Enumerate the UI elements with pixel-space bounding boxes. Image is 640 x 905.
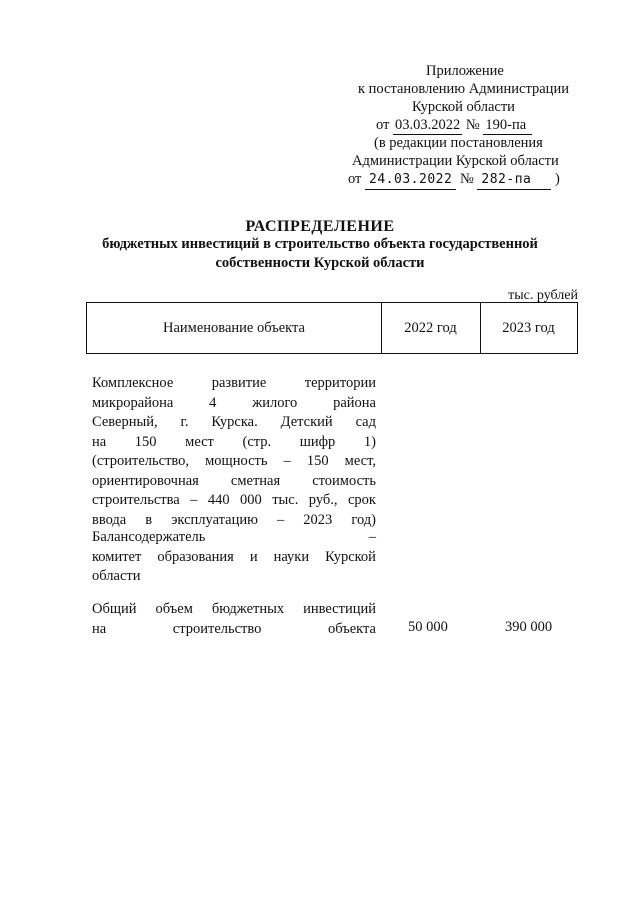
description-line: Комплексное развитие территории bbox=[92, 375, 376, 391]
revision-number: 282-па bbox=[477, 171, 551, 190]
total-investment-label bbox=[92, 600, 376, 639]
document-subtitle-1: бюджетных инвестиций в строительство объекта государственной bbox=[102, 236, 538, 252]
appendix-original-ref bbox=[376, 116, 532, 135]
header-year-2022: 2022 год bbox=[381, 303, 481, 353]
document-title: РАСПРЕДЕЛЕНИЕ bbox=[245, 218, 395, 235]
holder-line: комитет образования и науки Курской bbox=[92, 548, 376, 565]
description-line: ориентировочная сметная стоимость bbox=[92, 472, 376, 489]
original-date: 03.03.2022 bbox=[395, 117, 461, 133]
total-line: Общий объем бюджетных инвестиций bbox=[92, 601, 376, 617]
table-header bbox=[86, 302, 578, 354]
document-subtitle-2: собственности Курской области bbox=[215, 255, 425, 271]
original-number: 190-па bbox=[483, 116, 532, 135]
description-line: Северный, г. Курска. Детский сад bbox=[92, 414, 376, 430]
holder-line: области bbox=[92, 568, 141, 584]
appendix-revision-ref bbox=[348, 170, 560, 190]
value-2023: 390 000 bbox=[505, 619, 553, 635]
description-line: (строительство, мощность – 150 мест, bbox=[92, 453, 376, 469]
object-description bbox=[92, 374, 376, 530]
description-line: на 150 мест (стр. шифр 1) bbox=[92, 433, 376, 450]
description-line: строительства – 440 000 тыс. руб., срок bbox=[92, 492, 376, 508]
appendix-revision: (в редакции постановления bbox=[374, 135, 543, 151]
value-2022: 50 000 bbox=[408, 619, 448, 635]
appendix-title: Приложение bbox=[426, 63, 504, 79]
appendix-region: Курской области bbox=[412, 99, 515, 115]
appendix-revision-admin: Администрации Курской области bbox=[352, 153, 559, 169]
balance-holder bbox=[92, 528, 376, 587]
header-year-2023: 2023 год bbox=[502, 319, 555, 336]
revision-date: 24.03.2022 bbox=[365, 171, 456, 190]
holder-line: Балансодержатель – bbox=[92, 529, 376, 545]
description-line: ввода в эксплуатацию – 2023 год) bbox=[92, 511, 376, 528]
revision-date-prefix: от bbox=[348, 171, 362, 187]
original-number-label: № bbox=[465, 117, 480, 133]
total-line: на строительство объекта bbox=[92, 620, 376, 637]
header-object-name: Наименование объекта bbox=[87, 303, 382, 353]
units-label: тыс. рублей bbox=[508, 288, 578, 303]
original-date-prefix: от bbox=[376, 117, 390, 133]
appendix-resolution: к постановлению Администрации bbox=[358, 81, 569, 97]
revision-close-paren: ) bbox=[555, 171, 560, 187]
revision-number-label: № bbox=[459, 171, 474, 187]
description-line: микрорайона 4 жилого района bbox=[92, 394, 376, 411]
